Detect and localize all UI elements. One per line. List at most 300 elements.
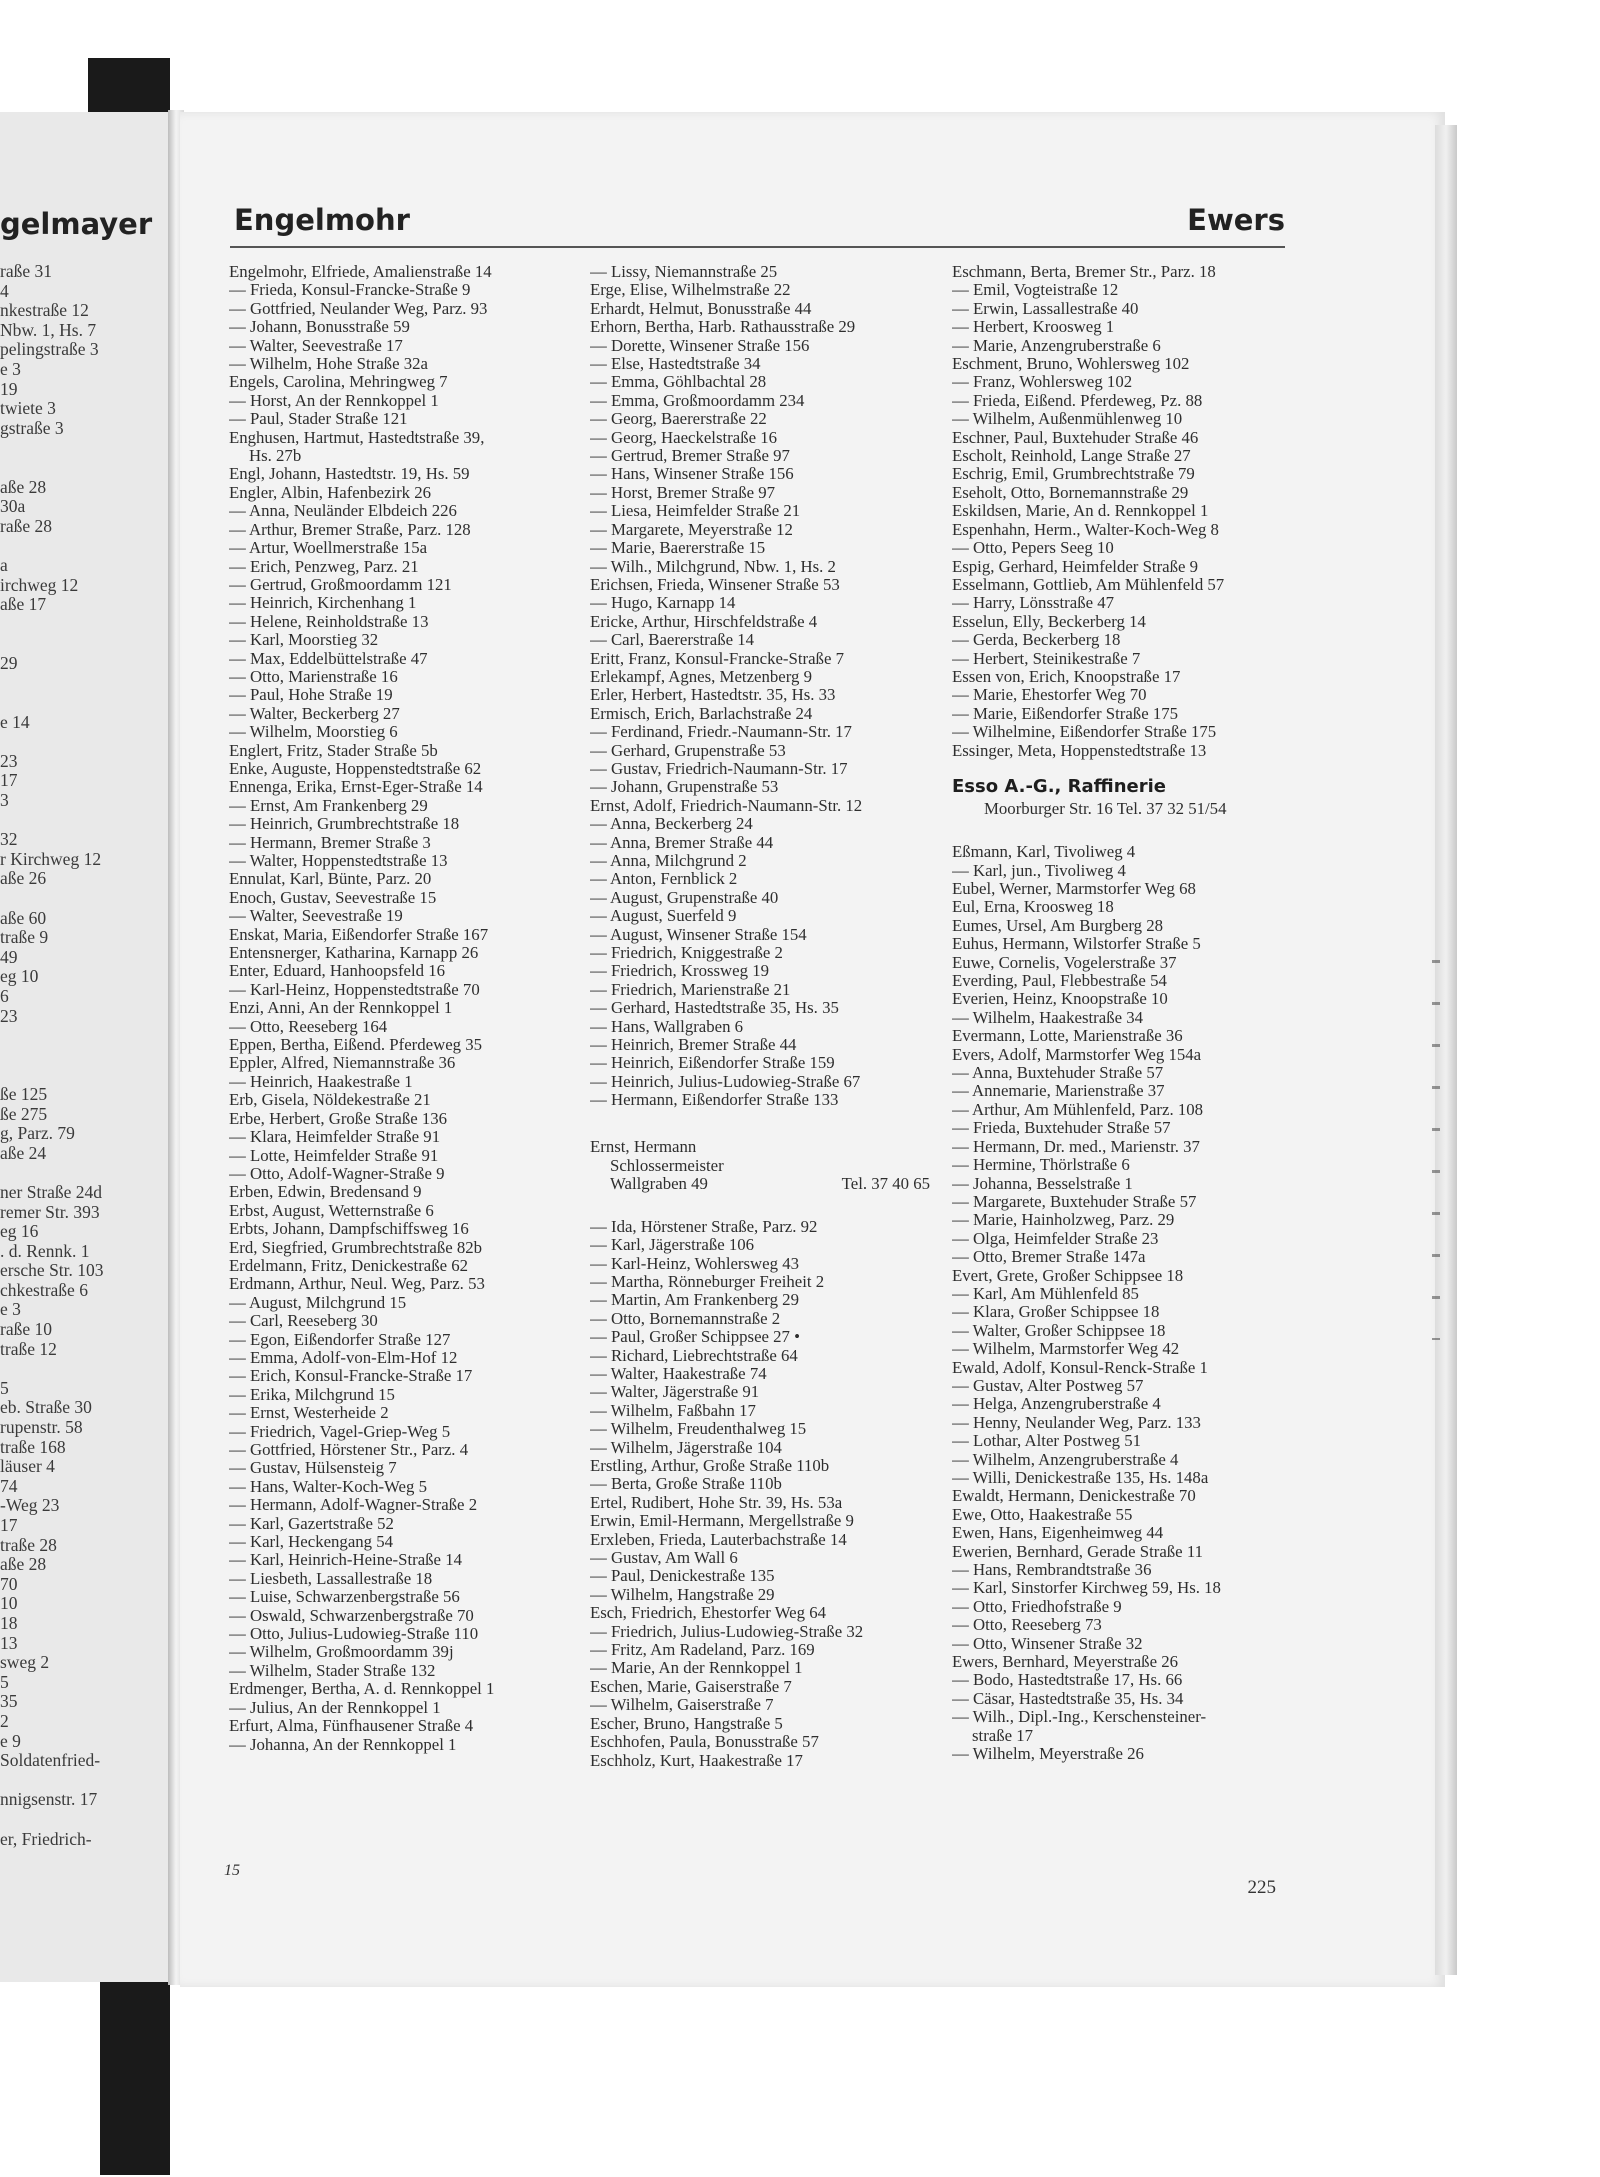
directory-entry: Engler, Albin, Hafenbezirk 26: [229, 483, 432, 502]
left-fragment-line: [0, 615, 104, 635]
left-fragment-line: Soldatenfried-: [0, 1750, 101, 1771]
left-fragment-line: [0, 1810, 104, 1830]
directory-entry: — Paul, Großer Schippsee 27 •: [590, 1328, 801, 1347]
left-fragment-line: [0, 1771, 104, 1791]
directory-entry: — Walter, Großer Schippsee 18: [952, 1321, 1166, 1340]
left-fragment-line: [0, 1065, 104, 1085]
directory-entry: — Fritz, Am Radeland, Parz. 169: [590, 1641, 815, 1660]
left-fragment-line: e 9: [0, 1730, 21, 1751]
directory-entry: — Willi, Denickestraße 135, Hs. 148a: [952, 1469, 1209, 1487]
directory-entry: Erben, Edwin, Bredensand 9: [229, 1183, 422, 1202]
entries-list-b: [952, 843, 1287, 1763]
edge-marks: [1432, 960, 1440, 1340]
left-fragment-line: gstraße 3: [0, 417, 64, 438]
directory-entry: — Johann, Bonusstraße 59: [229, 318, 410, 337]
directory-entry: — Anna, Buxtehuder Straße 57: [952, 1064, 1164, 1083]
directory-entry: Erstling, Arthur, Große Straße 110b: [590, 1457, 830, 1475]
directory-entry: Eritt, Franz, Konsul-Francke-Straße 7: [590, 649, 844, 668]
directory-entry: — Gertrud, Bremer Straße 97: [590, 447, 790, 466]
directory-entry: — Anton, Fernblick 2: [590, 870, 738, 889]
directory-entry: — Gottfried, Neulander Weg, Parz. 93: [229, 299, 488, 318]
business-entry-title: Schlossermeister: [610, 1156, 724, 1175]
directory-entry: — Berta, Große Straße 110b: [590, 1475, 782, 1494]
directory-entry: Eseholt, Otto, Bornemannstraße 29: [952, 483, 1189, 502]
directory-entry: — Carl, Reeseberg 30: [229, 1312, 378, 1331]
directory-entry: Evers, Adolf, Marmstorfer Weg 154a: [952, 1045, 1202, 1064]
directory-entry: Euhus, Hermann, Wilstorfer Straße 5: [952, 935, 1201, 954]
directory-entry: — Julius, An der Rennkoppel 1: [229, 1698, 441, 1717]
directory-entry: — Otto, Pepers Seeg 10: [952, 539, 1114, 558]
left-fragment-line: remer Str. 393: [0, 1201, 100, 1222]
left-fragment-line: raße 28: [0, 515, 52, 536]
left-fragment-line: 4: [0, 280, 9, 301]
directory-entry: Eschen, Marie, Gaiserstraße 7: [590, 1677, 792, 1696]
directory-column-2: [590, 263, 930, 1770]
directory-entry: Eßmann, Karl, Tivoliweg 4: [952, 843, 1136, 862]
spine-shadow-bottom: [100, 1975, 170, 2175]
left-fragment-line: pelingstraße 3: [0, 339, 99, 360]
directory-entry: Eschmann, Berta, Bremer Str., Parz. 18: [952, 263, 1216, 281]
left-fragment-line: nnigsenstr. 17: [0, 1789, 98, 1810]
directory-entry: — Wilh., Dipl.-Ing., Kerschensteiner-: [952, 1708, 1207, 1727]
directory-entry: Hs. 27b: [249, 447, 302, 466]
left-fragment-line: 5: [0, 1671, 9, 1692]
left-fragment-line: 5: [0, 1377, 9, 1398]
directory-entry: — Karl, Jägerstraße 106: [590, 1236, 755, 1255]
directory-entry: — Harry, Lönsstraße 47: [952, 594, 1115, 613]
firm-entry-name: Esso A.-G., Raffinerie: [952, 778, 1167, 798]
directory-entry: — Otto, Julius-Ludowieg-Straße 110: [229, 1625, 479, 1644]
directory-entry: — Emma, Göhlbachtal 28: [590, 373, 767, 392]
left-fragment-line: 23: [0, 750, 18, 771]
directory-entry: Ewald, Adolf, Konsul-Renck-Straße 1: [952, 1358, 1208, 1377]
directory-entry: — Karl, Am Mühlenfeld 85: [952, 1284, 1139, 1303]
directory-entry: Erdmann, Arthur, Neul. Weg, Parz. 53: [229, 1275, 485, 1294]
left-fragment-line: er, Friedrich-: [0, 1828, 92, 1849]
directory-entry: — Marie, Ehestorfer Weg 70: [952, 686, 1147, 705]
directory-entry: — Hans, Walter-Koch-Weg 5: [229, 1477, 427, 1496]
directory-entry: Enskat, Maria, Eißendorfer Straße 167: [229, 925, 489, 944]
directory-entry: — Heinrich, Haakestraße 1: [229, 1072, 413, 1091]
page-header-left: Engelmohr: [234, 203, 410, 237]
entries-list-b: [590, 1218, 930, 1770]
directory-entry: — Walter, Jägerstraße 91: [590, 1383, 760, 1402]
footer-signature: 15: [224, 1862, 240, 1879]
left-fragment-line: 49: [0, 946, 18, 967]
left-fragment-line: eg 10: [0, 966, 39, 987]
directory-entry: Ewerien, Bernhard, Gerade Straße 11: [952, 1542, 1203, 1561]
directory-entry: — Marie, Eißendorfer Straße 175: [952, 704, 1179, 723]
directory-entry: — Erich, Konsul-Francke-Straße 17: [229, 1367, 473, 1386]
directory-entry: — Otto, Reeseberg 164: [229, 1017, 388, 1036]
left-fragment-line: aße 17: [0, 594, 47, 615]
header-rule: [230, 246, 1285, 248]
directory-entry: — Wilhelm, Außenmühlenweg 10: [952, 410, 1183, 429]
directory-entry: — Liesbeth, Lassallestraße 18: [229, 1569, 433, 1588]
directory-entry: — Wilhelm, Hangstraße 29: [590, 1585, 775, 1604]
directory-entry: Enghusen, Hartmut, Hastedtstraße 39,: [229, 428, 485, 447]
directory-entry: — Wilhelmine, Eißendorfer Straße 175: [952, 723, 1217, 742]
directory-entry: — Gerhard, Hastedtstraße 35, Hs. 35: [590, 999, 839, 1018]
directory-entry: — Otto, Bremer Straße 147a: [952, 1248, 1146, 1267]
directory-entry: Erdmenger, Bertha, A. d. Rennkoppel 1: [229, 1680, 495, 1699]
directory-entry: — Otto, Marienstraße 16: [229, 667, 398, 686]
directory-entry: Entensnerger, Katharina, Karnapp 26: [229, 944, 479, 963]
directory-entry: — Ernst, Am Frankenberg 29: [229, 796, 428, 815]
directory-entry: — Johanna, An der Rennkoppel 1: [229, 1735, 457, 1754]
directory-entry: — Heinrich, Eißendorfer Straße 159: [590, 1054, 835, 1073]
left-fragment-line: 6: [0, 985, 9, 1006]
directory-entry: — Gustav, Am Wall 6: [590, 1549, 738, 1568]
directory-entry: — Johanna, Besselstraße 1: [952, 1174, 1133, 1193]
directory-entry: — Bodo, Hastedtstraße 17, Hs. 66: [952, 1671, 1183, 1690]
directory-entry: — Erich, Penzweg, Parz. 21: [229, 557, 419, 576]
left-fragment-line: 23: [0, 1005, 18, 1026]
directory-entry: — Karl-Heinz, Hoppenstedtstraße 70: [229, 980, 480, 999]
directory-column-3: [952, 263, 1287, 1764]
directory-entry: — Walter, Beckerberg 27: [229, 704, 400, 723]
directory-entry: — Wilhelm, Marmstorfer Weg 42: [952, 1340, 1180, 1359]
left-fragment-line: aße 28: [0, 476, 47, 497]
directory-entry: — Helene, Reinholdstraße 13: [229, 612, 429, 631]
directory-entry: Everding, Paul, Flebbestraße 54: [952, 972, 1167, 991]
directory-entry: — Annemarie, Marienstraße 37: [952, 1082, 1165, 1101]
left-fragment-line: traße 28: [0, 1534, 57, 1555]
directory-entry: — Lissy, Niemannstraße 25: [590, 263, 778, 281]
directory-entry: Eschner, Paul, Buxtehuder Straße 46: [952, 428, 1199, 447]
directory-entry: — Walter, Haakestraße 74: [590, 1364, 767, 1383]
directory-entry: — Anna, Neuländer Elbdeich 226: [229, 502, 457, 521]
directory-entry: Eumes, Ursel, Am Burgberg 28: [952, 916, 1163, 935]
left-fragment-line: a: [0, 554, 8, 575]
directory-entry: — Gustav, Friedrich-Naumann-Str. 17: [590, 759, 848, 778]
directory-entry: — Hermine, Thörlstraße 6: [952, 1156, 1130, 1175]
left-page-header: gelmayer: [0, 207, 153, 241]
directory-entry: Eschholz, Kurt, Haakestraße 17: [590, 1751, 803, 1770]
directory-entry: Erwin, Emil-Hermann, Mergellstraße 9: [590, 1512, 854, 1531]
directory-entry: — Cäsar, Hastedtstraße 35, Hs. 34: [952, 1689, 1184, 1708]
directory-entry: Erb, Gisela, Nöldekestraße 21: [229, 1091, 431, 1110]
directory-entry: — Karl, Moorstieg 32: [229, 631, 379, 650]
left-fragment-line: [0, 438, 104, 458]
left-fragment-line: 17: [0, 770, 18, 791]
left-fragment-line: [0, 673, 104, 693]
left-fragment-line: e 3: [0, 1299, 21, 1320]
directory-entry: — Frieda, Buxtehuder Straße 57: [952, 1119, 1171, 1138]
left-fragment-line: [0, 458, 104, 478]
directory-entry: Ewers, Bernhard, Meyerstraße 26: [952, 1653, 1178, 1672]
directory-entry: Erd, Siegfried, Grumbrechtstraße 82b: [229, 1238, 483, 1257]
directory-entry: Engl, Johann, Hastedtstr. 19, Hs. 59: [229, 465, 470, 484]
directory-entry: Ericke, Arthur, Hirschfeldstraße 4: [590, 612, 818, 631]
left-fragment-line: Nbw. 1, Hs. 7: [0, 319, 97, 340]
directory-entry: Ennulat, Karl, Bünte, Parz. 20: [229, 870, 432, 889]
directory-entry: Enoch, Gustav, Seevestraße 15: [229, 888, 437, 907]
page-number: 225: [1247, 1877, 1276, 1898]
directory-entry: — Martin, Am Frankenberg 29: [590, 1291, 799, 1310]
left-fragment-line: aße 28: [0, 1554, 47, 1575]
directory-entry: — Olga, Heimfelder Straße 23: [952, 1229, 1159, 1248]
directory-entry: Ewen, Hans, Eigenheimweg 44: [952, 1524, 1164, 1543]
directory-entry: — Richard, Liebrechtstraße 64: [590, 1346, 798, 1365]
directory-entry: straße 17: [972, 1726, 1034, 1745]
directory-entry: — Karl-Heinz, Wohlersweg 43: [590, 1254, 799, 1273]
directory-entry: — Gerhard, Grupenstraße 53: [590, 741, 786, 760]
directory-entry: — August, Winsener Straße 154: [590, 925, 807, 944]
directory-entry: — Ferdinand, Friedr.-Naumann-Str. 17: [590, 723, 852, 742]
directory-entry: — Arthur, Bremer Straße, Parz. 128: [229, 520, 471, 539]
left-fragment-line: aße 24: [0, 1142, 47, 1163]
directory-entry: — Carl, Baererstraße 14: [590, 631, 755, 650]
directory-entry: — Georg, Baererstraße 22: [590, 410, 767, 429]
entries-list-a: [952, 263, 1287, 760]
directory-entry: — August, Suerfeld 9: [590, 907, 737, 926]
directory-entry: — Herbert, Steinikestraße 7: [952, 649, 1141, 668]
directory-entry: Erichsen, Frieda, Winsener Straße 53: [590, 575, 840, 594]
directory-entry: — Gustav, Alter Postweg 57: [952, 1376, 1144, 1395]
left-fragment-line: 10: [0, 1593, 18, 1614]
left-fragment-line: g, Parz. 79: [0, 1123, 75, 1144]
left-fragment-line: chkestraße 6: [0, 1279, 88, 1300]
directory-entry: Everien, Heinz, Knoopstraße 10: [952, 990, 1168, 1009]
directory-entry: Enter, Eduard, Hanhoopsfeld 16: [229, 962, 446, 981]
directory-entry: Eppen, Bertha, Eißend. Pferdeweg 35: [229, 1036, 483, 1055]
directory-entry: — Hermann, Eißendorfer Straße 133: [590, 1091, 839, 1110]
left-fragment-line: 29: [0, 652, 18, 673]
directory-entry: — Hans, Wallgraben 6: [590, 1017, 744, 1036]
left-fragment-line: [0, 1026, 104, 1046]
directory-entry: Erler, Herbert, Hastedtstr. 35, Hs. 33: [590, 686, 836, 705]
directory-entry: — Paul, Hohe Straße 19: [229, 686, 393, 705]
left-fragment-line: [0, 693, 104, 713]
directory-entry: — Paul, Stader Straße 121: [229, 410, 408, 429]
directory-entry: — Anna, Bremer Straße 44: [590, 833, 774, 852]
directory-entry: — Henny, Neulander Weg, Parz. 133: [952, 1413, 1201, 1432]
left-fragment-line: [0, 1163, 104, 1183]
directory-entry: — Wilhelm, Jägerstraße 104: [590, 1438, 782, 1457]
directory-entry: — Wilhelm, Moorstieg 6: [229, 723, 398, 742]
left-fragment-line: 2: [0, 1710, 9, 1731]
left-fragment-line: [0, 732, 104, 752]
directory-entry: Engels, Carolina, Mehringweg 7: [229, 373, 448, 392]
directory-entry: — Gerda, Beckerberg 18: [952, 631, 1121, 650]
left-fragment-line: rupenstr. 58: [0, 1417, 83, 1438]
left-fragment-line: ße 125: [0, 1083, 48, 1104]
directory-entry: — Wilhelm, Haakestraße 34: [952, 1008, 1144, 1027]
directory-entry: — Karl, Heckengang 54: [229, 1533, 394, 1552]
directory-entry: — Heinrich, Bremer Straße 44: [590, 1036, 797, 1055]
directory-entry: — Otto, Adolf-Wagner-Straße 9: [229, 1164, 445, 1183]
directory-entry: Erxleben, Frieda, Lauterbachstraße 14: [590, 1530, 847, 1549]
directory-entry: — Friedrich, Vagel-Griep-Weg 5: [229, 1422, 451, 1441]
left-fragment-line: twiete 3: [0, 398, 56, 419]
directory-entry: Essen von, Erich, Knoopstraße 17: [952, 667, 1181, 686]
directory-entry: — Artur, Woellmerstraße 15a: [229, 539, 428, 558]
page-header-right: Ewers: [1187, 203, 1285, 237]
directory-entry: Erfurt, Alma, Fünfhausener Straße 4: [229, 1717, 474, 1736]
directory-entry: — Anna, Milchgrund 2: [590, 852, 747, 870]
directory-entry: — Heinrich, Kirchenhang 1: [229, 594, 417, 613]
directory-entry: — Herbert, Kroosweg 1: [952, 318, 1115, 337]
directory-entry: — Johann, Grupenstraße 53: [590, 778, 779, 797]
directory-entry: — Frieda, Eißend. Pferdeweg, Pz. 88: [952, 391, 1203, 410]
directory-entry: — Heinrich, Grumbrechtstraße 18: [229, 815, 460, 834]
directory-entry: Enke, Auguste, Hoppenstedtstraße 62: [229, 759, 482, 778]
directory-entry: — Erika, Milchgrund 15: [229, 1385, 395, 1404]
directory-entry: Eskildsen, Marie, An d. Rennkoppel 1: [952, 502, 1209, 521]
directory-entry: — Friedrich, Kniggestraße 2: [590, 944, 783, 963]
directory-entry: — Franz, Wohlersweg 102: [952, 373, 1133, 392]
directory-entry: Erge, Elise, Wilhelmstraße 22: [590, 281, 791, 300]
directory-entry: — Marie, Anzengruberstraße 6: [952, 336, 1161, 355]
directory-entry: Esselmann, Gottlieb, Am Mühlenfeld 57: [952, 575, 1225, 594]
directory-entry: Englert, Fritz, Stader Straße 5b: [229, 741, 438, 760]
directory-entry: — Hermann, Bremer Straße 3: [229, 833, 431, 852]
directory-entry: — Arthur, Am Mühlenfeld, Parz. 108: [952, 1100, 1204, 1119]
directory-entry: — Wilhelm, Hohe Straße 32a: [229, 355, 428, 374]
directory-entry: — Otto, Reeseberg 73: [952, 1616, 1102, 1635]
directory-entry: — Friedrich, Julius-Ludowieg-Straße 32: [590, 1622, 864, 1641]
left-fragment-line: -Weg 23: [0, 1495, 60, 1516]
directory-entry: Esch, Friedrich, Ehestorfer Weg 64: [590, 1604, 827, 1623]
directory-column-1: [229, 263, 569, 1754]
directory-entry: — Karl, Gazertstraße 52: [229, 1514, 394, 1533]
left-fragment-line: [0, 634, 104, 654]
directory-entry: — Else, Hastedtstraße 34: [590, 355, 761, 374]
directory-entry: — Otto, Winsener Straße 32: [952, 1634, 1143, 1653]
left-fragment-line: 74: [0, 1475, 18, 1496]
business-phone: Tel. 37 40 65: [841, 1174, 930, 1193]
directory-entry: — Erwin, Lassallestraße 40: [952, 299, 1139, 318]
left-fragment-line: [0, 811, 104, 831]
left-fragment-line: [0, 536, 104, 556]
firm-entry-address: Moorburger Str. 16 Tel. 37 32 51/54: [984, 800, 1227, 819]
directory-entry: — August, Milchgrund 15: [229, 1293, 407, 1312]
left-fragment-line: eb. Straße 30: [0, 1397, 92, 1418]
left-fragment-line: ersche Str. 103: [0, 1260, 104, 1281]
directory-entry: — Marie, Hainholzweg, Parz. 29: [952, 1211, 1175, 1230]
left-fragment-line: 30a: [0, 496, 26, 517]
left-fragment-line: 32: [0, 829, 18, 850]
directory-entry: — Frieda, Konsul-Francke-Straße 9: [229, 281, 471, 300]
directory-entry: Eschhofen, Paula, Bonusstraße 57: [590, 1733, 819, 1752]
directory-entry: Eppler, Alfred, Niemannstraße 36: [229, 1054, 456, 1073]
directory-entry: — Hans, Winsener Straße 156: [590, 465, 794, 484]
directory-entry: — Wilhelm, Anzengruberstraße 4: [952, 1450, 1179, 1469]
directory-entry: Erdelmann, Fritz, Denickestraße 62: [229, 1256, 469, 1275]
left-fragment-line: 3: [0, 790, 9, 811]
directory-entry: — Walter, Seevestraße 19: [229, 907, 403, 926]
left-fragment-line: läuser 4: [0, 1456, 55, 1477]
directory-entry: — Hugo, Karnapp 14: [590, 594, 736, 613]
left-fragment-line: [0, 889, 104, 909]
directory-entry: Evermann, Lotte, Marienstraße 36: [952, 1027, 1183, 1046]
directory-entry: — Wilhelm, Großmoordamm 39j: [229, 1643, 454, 1662]
left-fragment-line: ße 275: [0, 1103, 48, 1124]
left-page-fragment: [0, 112, 175, 1982]
directory-entry: — Hermann, Adolf-Wagner-Straße 2: [229, 1496, 478, 1515]
business-entry-name: Ernst, Hermann: [590, 1138, 697, 1157]
business-address: Wallgraben 49: [610, 1174, 708, 1193]
directory-entry: Essinger, Meta, Hoppenstedtstraße 13: [952, 741, 1207, 760]
directory-entry: — August, Grupenstraße 40: [590, 888, 779, 907]
directory-entry: — Dorette, Winsener Straße 156: [590, 336, 810, 355]
directory-entry: — Helga, Anzengruberstraße 4: [952, 1395, 1161, 1414]
directory-entry: — Horst, An der Rennkoppel 1: [229, 391, 439, 410]
business-entry-address: [590, 1175, 930, 1193]
directory-entry: Ennenga, Erika, Ernst-Eger-Straße 14: [229, 778, 483, 797]
left-fragment-line: aße 60: [0, 907, 47, 928]
left-fragment-line: 35: [0, 1691, 18, 1712]
left-fragment-line: raße 31: [0, 261, 52, 281]
directory-entry: — Emma, Großmoordamm 234: [590, 391, 805, 410]
directory-entry: — Otto, Bornemannstraße 2: [590, 1309, 781, 1328]
directory-entry: — Wilhelm, Faßbahn 17: [590, 1401, 756, 1420]
directory-entry: — Ida, Hörstener Straße, Parz. 92: [590, 1217, 818, 1236]
directory-entry: — Horst, Bremer Straße 97: [590, 483, 776, 502]
left-fragment-line: aße 26: [0, 868, 47, 889]
directory-entry: Ernst, Adolf, Friedrich-Naumann-Str. 12: [590, 796, 863, 815]
left-fragment-line: . d. Rennk. 1: [0, 1240, 90, 1261]
directory-entry: Esselun, Elly, Beckerberg 14: [952, 612, 1146, 631]
left-fragment-line: 17: [0, 1515, 18, 1535]
directory-entry: — Wilhelm, Meyerstraße 26: [952, 1745, 1144, 1764]
left-fragment-line: e 3: [0, 358, 21, 379]
directory-entry: — Friedrich, Marienstraße 21: [590, 980, 791, 999]
directory-entry: Erbst, August, Wetternstraße 6: [229, 1201, 434, 1220]
directory-entry: — Martha, Rönneburger Freiheit 2: [590, 1272, 825, 1291]
directory-entry: — Otto, Friedhofstraße 9: [952, 1597, 1122, 1616]
left-fragment-line: 18: [0, 1612, 18, 1633]
directory-entry: — Wilhelm, Stader Straße 132: [229, 1661, 436, 1680]
directory-entry: Erhorn, Bertha, Harb. Rathausstraße 29: [590, 318, 856, 337]
directory-entry: — Max, Eddelbüttelstraße 47: [229, 649, 428, 668]
directory-entry: — Luise, Schwarzenbergstraße 56: [229, 1588, 460, 1607]
directory-entry: Eubel, Werner, Marmstorfer Weg 68: [952, 880, 1196, 898]
directory-entry: — Liesa, Heimfelder Straße 21: [590, 502, 801, 521]
directory-entry: Escholt, Reinhold, Lange Straße 27: [952, 447, 1191, 466]
directory-entry: — Karl, jun., Tivoliweg 4: [952, 861, 1126, 880]
directory-entry: Espenhahn, Herm., Walter-Koch-Weg 8: [952, 520, 1219, 539]
directory-entry: — Heinrich, Julius-Ludowieg-Straße 67: [590, 1072, 861, 1091]
directory-entry: Erhardt, Helmut, Bonusstraße 44: [590, 299, 812, 318]
directory-entry: Ermisch, Erich, Barlachstraße 24: [590, 704, 813, 723]
directory-entry: — Lothar, Alter Postweg 51: [952, 1432, 1142, 1451]
directory-entry: — Emma, Adolf-von-Elm-Hof 12: [229, 1348, 458, 1367]
left-fragment-line: ner Straße 24d: [0, 1181, 103, 1202]
directory-entry: Escher, Bruno, Hangstraße 5: [590, 1714, 783, 1733]
directory-entry: — Marie, An der Rennkoppel 1: [590, 1659, 803, 1678]
directory-entry: — Margarete, Meyerstraße 12: [590, 520, 793, 539]
left-fragment-line: irchweg 12: [0, 574, 79, 595]
directory-entry: — Marie, Baererstraße 15: [590, 539, 766, 558]
directory-entry: — Anna, Beckerberg 24: [590, 815, 753, 834]
directory-entry: — Egon, Eißendorfer Straße 127: [229, 1330, 451, 1349]
directory-entry: — Paul, Denickestraße 135: [590, 1567, 775, 1586]
directory-entry: — Friedrich, Krossweg 19: [590, 962, 769, 981]
directory-entry: Eul, Erna, Kroosweg 18: [952, 898, 1114, 917]
directory-entry: — Gustav, Hülsensteig 7: [229, 1459, 397, 1478]
left-fragment-line: 13: [0, 1632, 18, 1653]
left-fragment-line: eg 16: [0, 1221, 39, 1242]
entries-list-a: [590, 263, 930, 1110]
directory-entry: — Wilhelm, Gaiserstraße 7: [590, 1696, 774, 1715]
directory-entry: Espig, Gerhard, Heimfelder Straße 9: [952, 557, 1199, 576]
directory-entry: — Klara, Heimfelder Straße 91: [229, 1128, 441, 1147]
directory-entry: Ewaldt, Hermann, Denickestraße 70: [952, 1487, 1196, 1506]
directory-entry: — Wilhelm, Freudenthalweg 15: [590, 1420, 807, 1439]
directory-entry: — Hans, Rembrandtstraße 36: [952, 1561, 1152, 1580]
